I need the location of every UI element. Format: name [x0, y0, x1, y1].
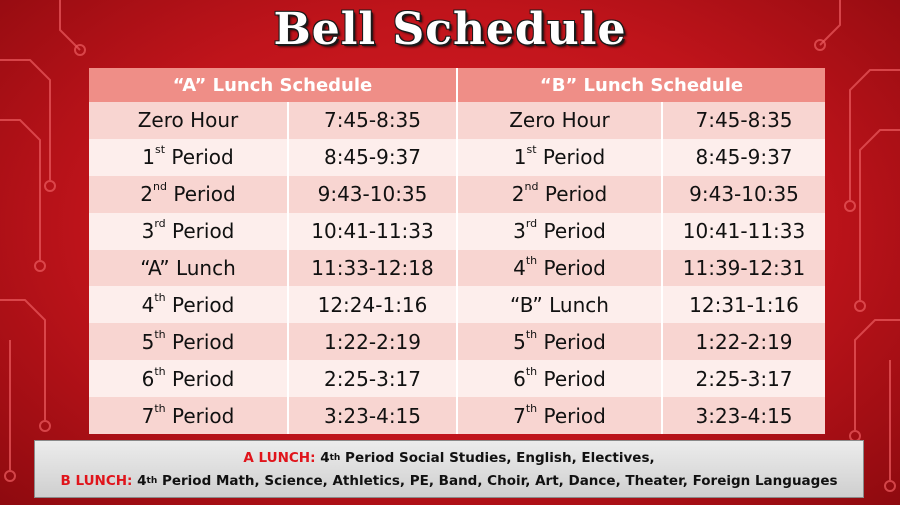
b-label-2: 2nd Period [457, 176, 662, 213]
a-label-1: 1st Period [89, 139, 288, 176]
b-label-0: Zero Hour [457, 102, 662, 139]
a-lunch-text: Period Social Studies, English, Electives, [340, 450, 655, 466]
a-label-3: 3rd Period [89, 213, 288, 250]
table-row [89, 323, 825, 360]
a-time-8: 3:23-4:15 [288, 397, 457, 434]
b-time-8: 3:23-4:15 [662, 397, 825, 434]
b-time-4: 11:39-12:31 [662, 250, 825, 287]
b-label-3: 3rd Period [457, 213, 662, 250]
b-lunch-tag: B LUNCH [60, 473, 128, 489]
b-lunch-note: B LUNCH: 4th Period Math, Science, Athletics, PE, Band, Choir, Art, Dance, Theater, Foreign Languages [60, 473, 838, 489]
b-label-4: 4th Period [457, 250, 662, 287]
table-row [89, 176, 825, 213]
b-label-8: 7th Period [457, 397, 662, 434]
a-time-6: 1:22-2:19 [288, 323, 457, 360]
a-label-0: Zero Hour [89, 102, 288, 139]
table-row [89, 286, 825, 323]
a-time-5: 12:24-1:16 [288, 286, 457, 323]
a-label-5: 4th Period [89, 286, 288, 323]
table-row [89, 250, 825, 287]
b-time-1: 8:45-9:37 [662, 139, 825, 176]
b-lunch-heading: “B” Lunch Schedule [457, 68, 825, 102]
a-time-0: 7:45-8:35 [288, 102, 457, 139]
a-label-7: 6th Period [89, 360, 288, 397]
a-time-7: 2:25-3:17 [288, 360, 457, 397]
b-time-6: 1:22-2:19 [662, 323, 825, 360]
a-time-1: 8:45-9:37 [288, 139, 457, 176]
table-row [89, 213, 825, 250]
b-time-7: 2:25-3:17 [662, 360, 825, 397]
b-label-1: 1st Period [457, 139, 662, 176]
table-row [89, 397, 825, 434]
b-label-6: 5th Period [457, 323, 662, 360]
a-time-4: 11:33-12:18 [288, 250, 457, 287]
b-label-7: 6th Period [457, 360, 662, 397]
a-lunch-note: A LUNCH: 4th Period Social Studies, English, Electives, [243, 450, 655, 466]
a-label-2: 2nd Period [89, 176, 288, 213]
a-time-2: 9:43-10:35 [288, 176, 457, 213]
table-row [89, 102, 825, 139]
table-row [89, 360, 825, 397]
b-label-5: “B” Lunch [457, 286, 662, 323]
a-time-3: 10:41-11:33 [288, 213, 457, 250]
a-label-6: 5th Period [89, 323, 288, 360]
table-row [89, 139, 825, 176]
b-time-2: 9:43-10:35 [662, 176, 825, 213]
b-time-5: 12:31-1:16 [662, 286, 825, 323]
a-lunch-heading: “A” Lunch Schedule [89, 68, 457, 102]
page-title: Bell Schedule [273, 4, 627, 55]
a-label-8: 7th Period [89, 397, 288, 434]
a-label-4: “A” Lunch [89, 250, 288, 287]
b-time-0: 7:45-8:35 [662, 102, 825, 139]
a-lunch-tag: A LUNCH [243, 450, 311, 466]
bell-schedule-table [89, 68, 825, 434]
b-time-3: 10:41-11:33 [662, 213, 825, 250]
b-lunch-text: Period Math, Science, Athletics, PE, Band, Choir, Art, Dance, Theater, Foreign Languages [157, 473, 838, 489]
lunch-notes [34, 440, 864, 498]
